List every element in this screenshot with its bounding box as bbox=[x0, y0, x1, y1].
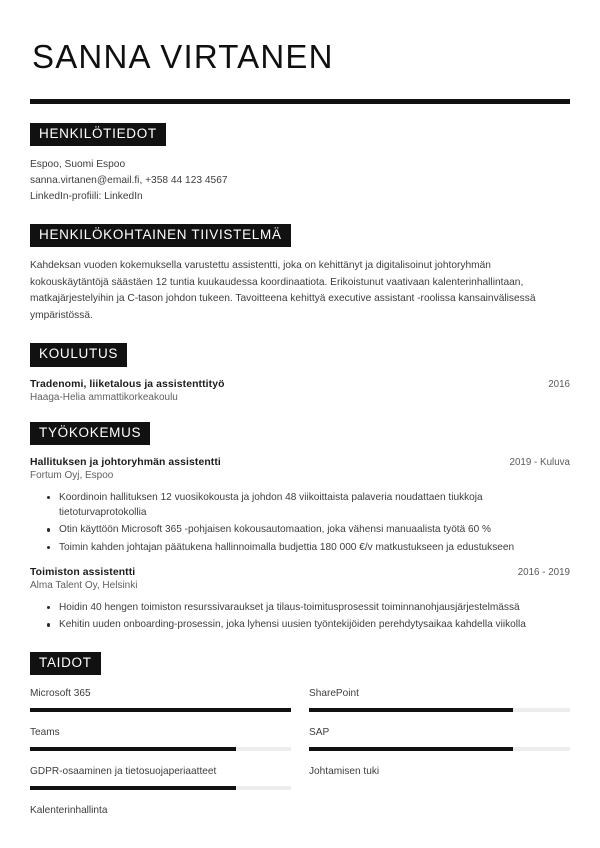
skill-label: Johtamisen tuki bbox=[309, 766, 380, 778]
experience-employer: Alma Talent Oy, Helsinki bbox=[30, 580, 138, 592]
experience-bullet-list bbox=[30, 600, 570, 633]
skill-label: Teams bbox=[30, 726, 60, 738]
skills-grid bbox=[30, 687, 570, 840]
education-date: 2016 bbox=[548, 378, 570, 390]
experience-job-title: Hallituksen ja johtoryhmän assistentti bbox=[30, 456, 221, 468]
skill-progress-fill bbox=[30, 786, 236, 790]
section-contact bbox=[30, 123, 570, 206]
skill-label: Kalenterinhallinta bbox=[30, 805, 108, 817]
list-item: Koordinoin hallituksen 12 vuosikokousta ja johdon 48 viikoittaista palaveria noudattaen tiukkoja tietoturvaprotokollia bbox=[47, 490, 570, 521]
contact-location: Espoo, Suomi Espoo bbox=[30, 158, 126, 170]
education-institution: Haaga-Helia ammattikorkeakoulu bbox=[30, 391, 178, 403]
skill-item bbox=[30, 687, 291, 726]
skill-progress-track bbox=[30, 786, 291, 790]
education-entry-header bbox=[30, 379, 570, 390]
skill-label: SAP bbox=[309, 726, 330, 738]
contact-email-phone: sanna.virtanen@email.fi, +358 44 123 4567 bbox=[30, 174, 228, 186]
skill-item bbox=[309, 765, 570, 804]
section-heading-experience: TYÖKOKEMUS bbox=[30, 422, 150, 445]
experience-bullet-list bbox=[30, 490, 570, 555]
section-summary bbox=[30, 224, 570, 324]
section-education bbox=[30, 343, 570, 402]
experience-entry bbox=[30, 567, 570, 633]
list-item: Toimin kahden johtajan päätukena hallinnoimalla budjettia 180 000 €/v matkustukseen ja edustukseen bbox=[47, 540, 570, 555]
list-item: Otin käyttöön Microsoft 365 -pohjaisen kokousautomaation, joka vähensi manuaalista työtä 60 % bbox=[47, 522, 570, 537]
skill-progress-fill bbox=[309, 747, 513, 751]
section-heading-contact: HENKILÖTIEDOT bbox=[30, 123, 166, 146]
skill-progress-fill bbox=[309, 708, 513, 712]
experience-employer: Fortum Oyj, Espoo bbox=[30, 469, 114, 481]
skill-label: Microsoft 365 bbox=[30, 687, 91, 699]
skill-progress-track bbox=[309, 708, 570, 712]
skill-item bbox=[309, 726, 570, 765]
section-experience bbox=[30, 422, 570, 633]
section-skills bbox=[30, 652, 570, 840]
section-heading-education: KOULUTUS bbox=[30, 343, 127, 366]
skill-progress-fill bbox=[30, 747, 236, 751]
education-degree: Tradenomi, liiketalous ja assistenttityö bbox=[30, 378, 225, 390]
experience-entry bbox=[30, 457, 570, 555]
list-item: Hoidin 40 hengen toimiston resurssivaraukset ja tilaus-toimitusprosessit toiminnanohjausjärjestelmässä bbox=[47, 600, 570, 615]
page-title: SANNA VIRTANEN bbox=[32, 38, 334, 75]
skill-item bbox=[309, 687, 570, 726]
section-heading-skills: TAIDOT bbox=[30, 652, 101, 675]
experience-date: 2019 - Kuluva bbox=[509, 456, 570, 468]
contact-linkedin: LinkedIn-profiili: LinkedIn bbox=[30, 191, 143, 203]
skill-item bbox=[30, 765, 291, 804]
skill-label: GDPR-osaaminen ja tietosuojaperiaatteet bbox=[30, 766, 217, 778]
experience-job-title: Toimiston assistentti bbox=[30, 567, 136, 579]
list-item: Kehitin uuden onboarding-prosessin, joka lyhensi uusien työntekijöiden perehdytysaikaa kahdella viikolla bbox=[47, 617, 570, 632]
summary-text: Kahdeksan vuoden kokemuksella varustettu assistentti, joka on kehittänyt ja digitalisoinut johtoryhmän kokouskäytäntöjä säästäen 12 tuntia kuukaudessa koordinaatiota. Erikoistunut vaativaan kalenterinhallintaan, matkajärjestelyihin ja C-tason johdon tukeen. Tavoitteena kehittyä executive assistant -roolissa kansainvälisessä ympäristössä. bbox=[30, 260, 536, 321]
skill-item bbox=[30, 726, 291, 765]
contact-details bbox=[30, 157, 570, 205]
skill-progress-fill bbox=[30, 708, 291, 712]
skill-item bbox=[30, 804, 291, 839]
experience-entry-header bbox=[30, 457, 570, 468]
skill-progress-track bbox=[30, 747, 291, 751]
education-entry bbox=[30, 379, 570, 403]
section-heading-summary: HENKILÖKOHTAINEN TIIVISTELMÄ bbox=[30, 224, 291, 247]
skill-progress-track bbox=[30, 708, 291, 712]
experience-date: 2016 - 2019 bbox=[517, 567, 570, 579]
experience-entry-header bbox=[30, 567, 570, 578]
header-divider bbox=[30, 99, 570, 104]
skill-progress-track bbox=[309, 747, 570, 751]
skill-label: SharePoint bbox=[309, 687, 359, 699]
